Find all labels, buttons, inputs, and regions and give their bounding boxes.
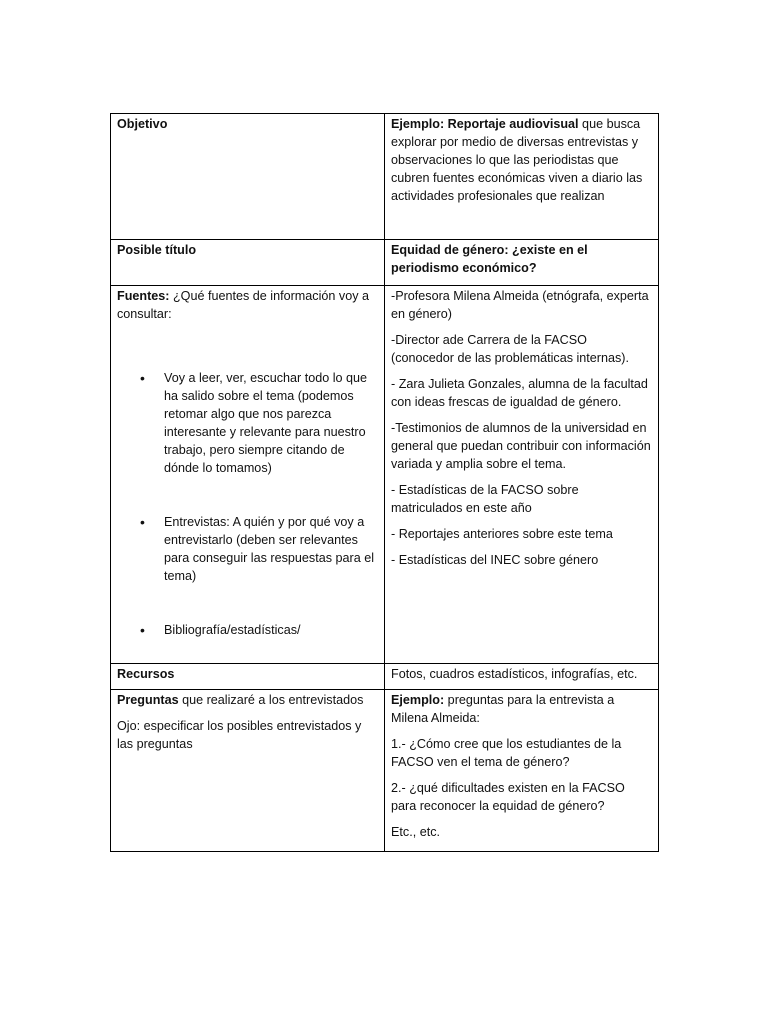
row-titulo bbox=[111, 240, 659, 286]
source-item: - Reportajes anteriores sobre este tema bbox=[391, 527, 613, 541]
titulo-label: Posible título bbox=[111, 240, 385, 286]
source-item: - Estadísticas del INEC sobre género bbox=[391, 553, 599, 567]
fuentes-label-text: ¿Qué fuentes de información voy a consultar: bbox=[117, 289, 369, 321]
source-item: -Profesora Milena Almeida (etnógrafa, experta en género) bbox=[391, 289, 649, 321]
preguntas-note: Ojo: especificar los posibles entrevistados y las preguntas bbox=[117, 719, 362, 751]
bullet-entrevistas: • Entrevistas: A quién y por qué voy a entrevistarlo (deben ser relevantes para conseguir las respuestas para el tema) bbox=[117, 513, 378, 585]
row-recursos bbox=[111, 664, 659, 690]
fuentes-label-cell bbox=[111, 286, 385, 664]
planning-table bbox=[110, 113, 659, 852]
objetivo-value bbox=[385, 114, 659, 240]
preguntas-example-cell bbox=[385, 690, 659, 852]
preguntas-heading bbox=[117, 691, 378, 709]
preguntas-label-cell bbox=[111, 690, 385, 852]
preguntas-example-bold: Ejemplo: bbox=[391, 693, 445, 707]
preguntas-label-bold: Preguntas bbox=[117, 693, 179, 707]
preguntas-label-text: que realizaré a los entrevistados bbox=[178, 693, 364, 707]
etc-text: Etc., etc. bbox=[391, 825, 440, 839]
source-item: - Estadísticas de la FACSO sobre matriculados en este año bbox=[391, 483, 579, 515]
titulo-value: Equidad de género: ¿existe en el periodismo económico? bbox=[385, 240, 659, 286]
bullet-bibliografia: • Bibliografía/estadísticas/ bbox=[117, 621, 378, 639]
fuentes-intro bbox=[117, 287, 378, 323]
fuentes-bullet-list bbox=[117, 369, 378, 639]
recursos-value: Fotos, cuadros estadísticos, infografías, etc. bbox=[385, 664, 659, 690]
row-objetivo bbox=[111, 114, 659, 240]
bullet-leer: • Voy a leer, ver, escuchar todo lo que ha salido sobre el tema (podemos retomar algo que nos parezca interesante y relevante para nuestro trabajo, pero siempre citando de dónde lo tomamos) bbox=[117, 369, 378, 477]
preguntas-example bbox=[391, 691, 652, 727]
fuentes-sources-cell bbox=[385, 286, 659, 664]
recursos-label: Recursos bbox=[111, 664, 385, 690]
objetivo-example-bold: Ejemplo: Reportaje audiovisual bbox=[391, 117, 579, 131]
row-fuentes bbox=[111, 286, 659, 664]
objetivo-example-text: que busca explorar por medio de diversas entrevistas y observaciones lo que las periodistas que cubren fuentes económicas viven a diario las actividades profesionales que realizan bbox=[391, 117, 643, 203]
objetivo-label: Objetivo bbox=[111, 114, 385, 240]
source-item: -Director ade Carrera de la FACSO (conocedor de las problemáticas internas). bbox=[391, 333, 630, 365]
source-item: - Zara Julieta Gonzales, alumna de la facultad con ideas frescas de igualdad de género. bbox=[391, 377, 648, 409]
question-1: 1.- ¿Cómo cree que los estudiantes de la FACSO ven el tema de género? bbox=[391, 737, 622, 769]
question-2: 2.- ¿qué dificultades existen en la FACSO para reconocer la equidad de género? bbox=[391, 781, 625, 813]
preguntas-example-text: preguntas para la entrevista a Milena Almeida: bbox=[391, 693, 615, 725]
fuentes-label-bold: Fuentes: bbox=[117, 289, 170, 303]
row-preguntas bbox=[111, 690, 659, 852]
source-item: -Testimonios de alumnos de la universidad en general que puedan contribuir con información variada y amplia sobre el tema. bbox=[391, 421, 651, 471]
